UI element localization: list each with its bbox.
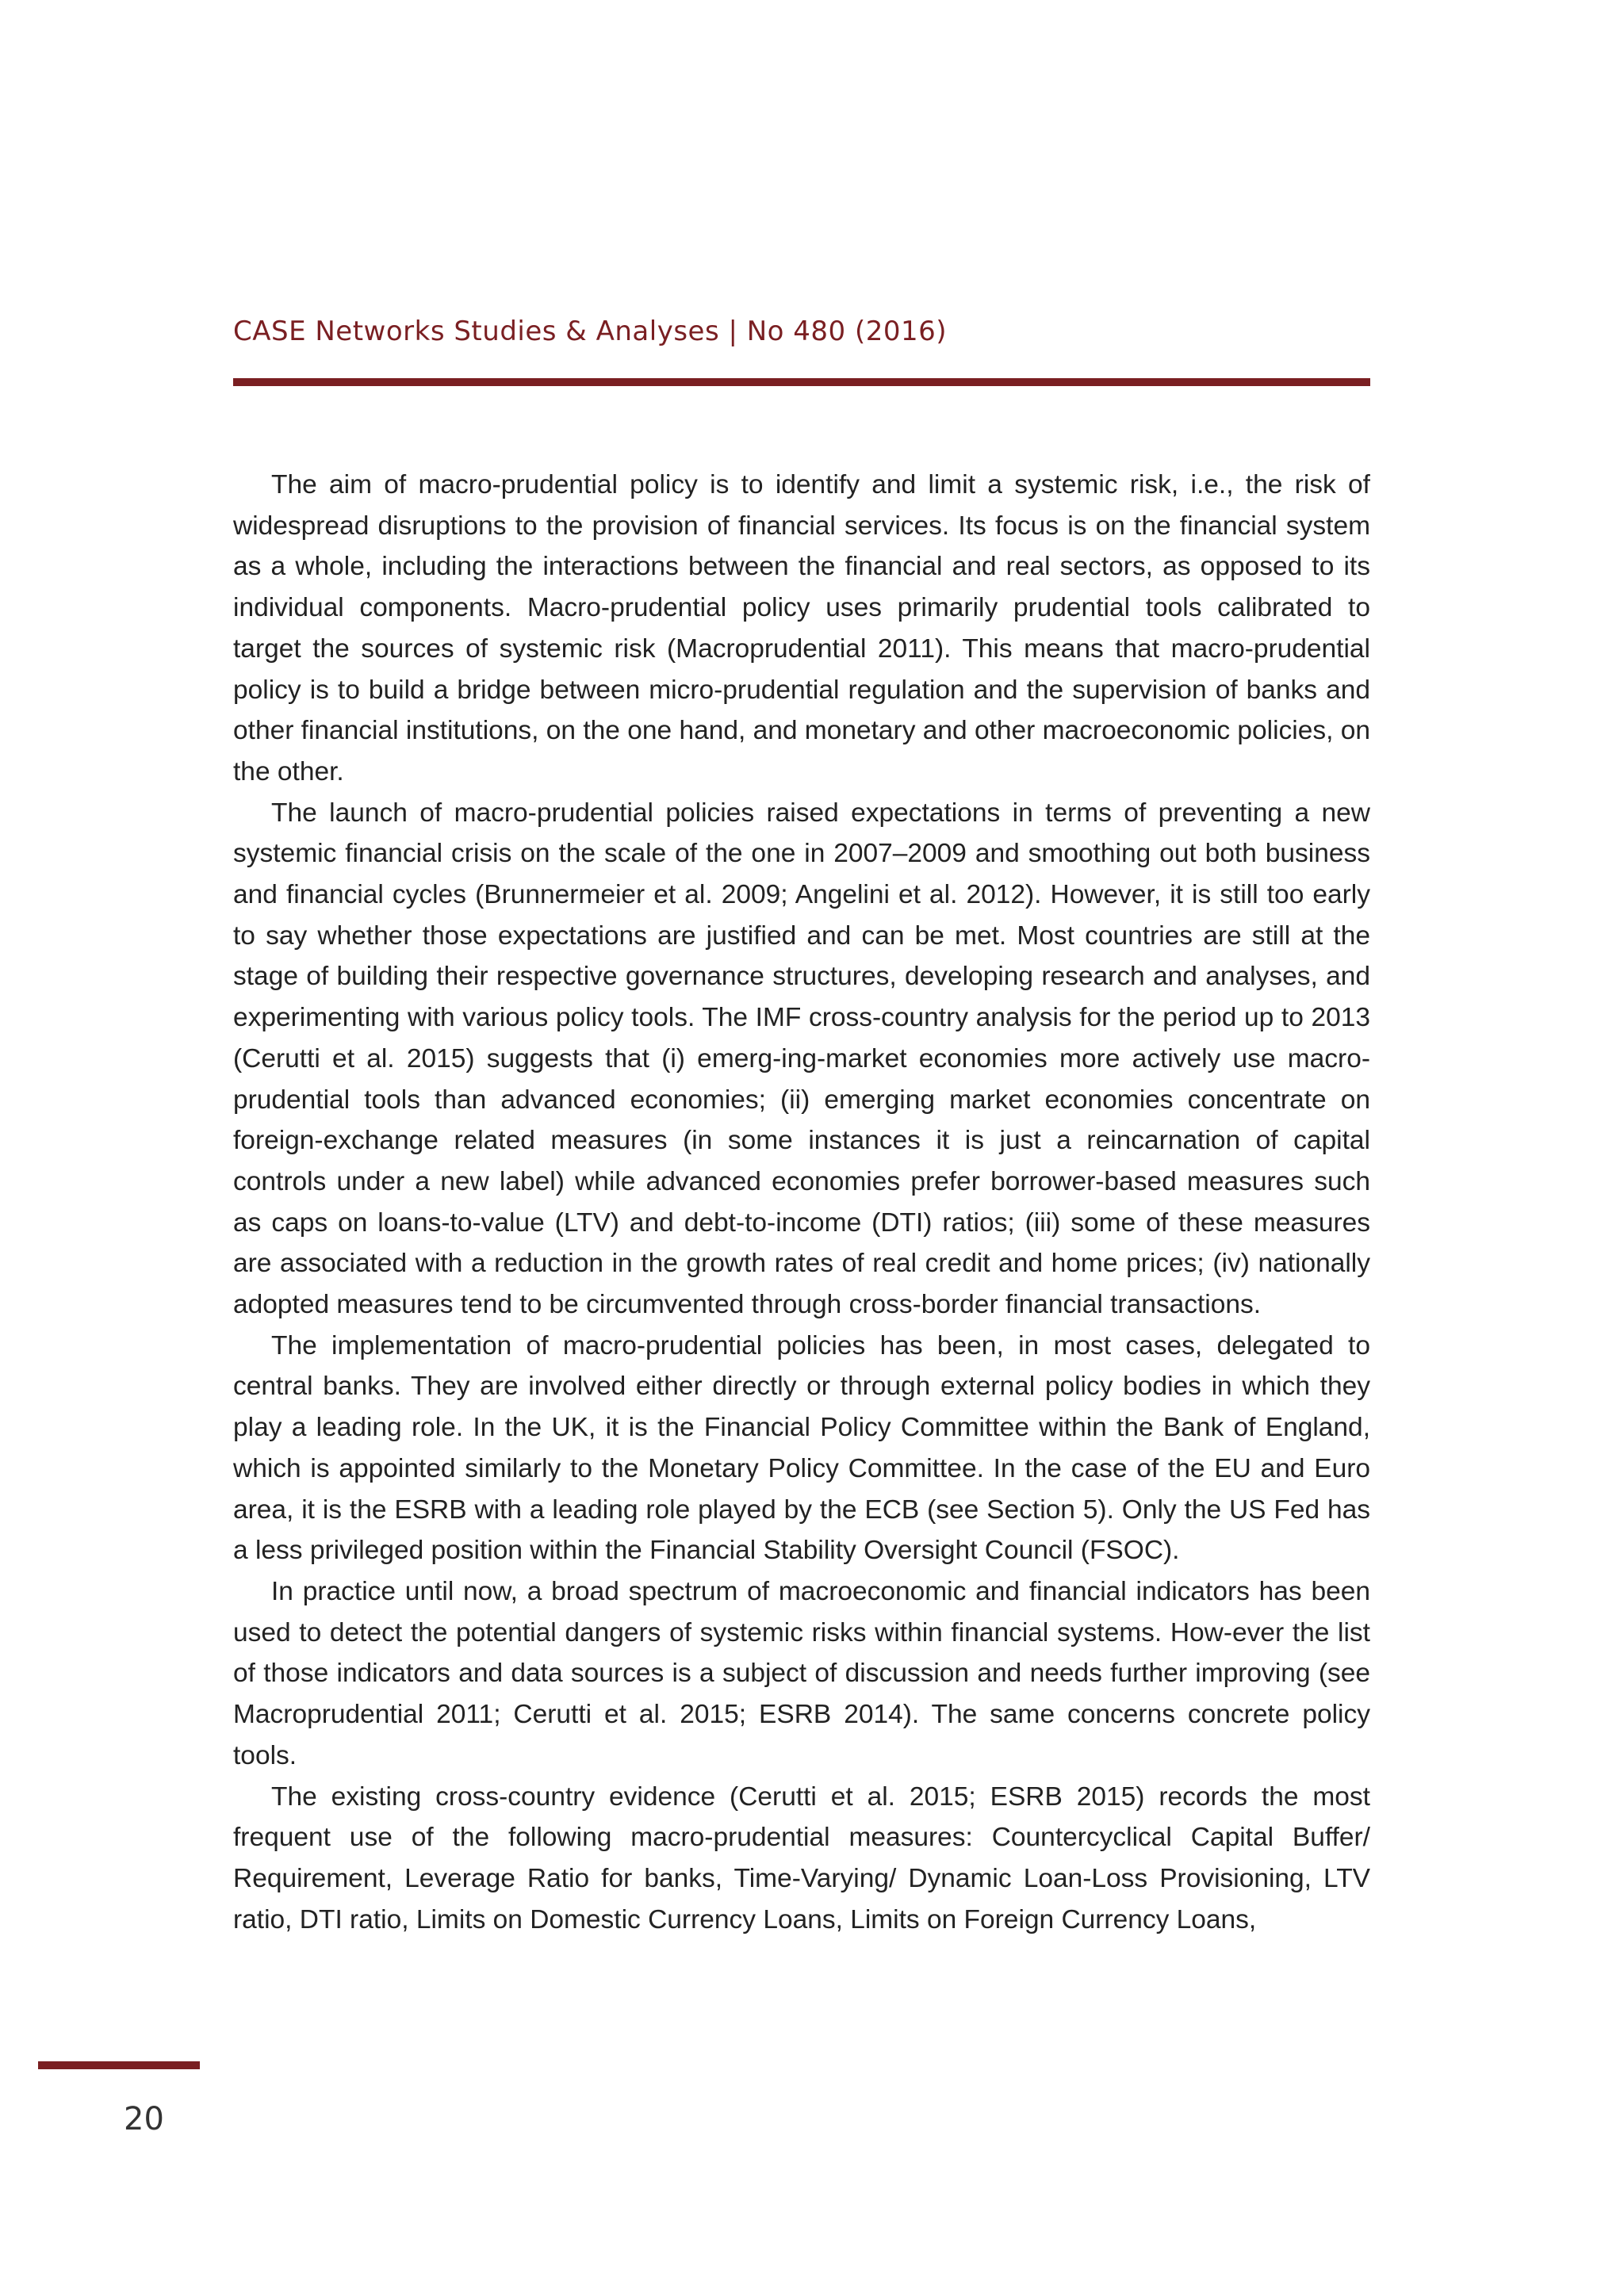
running-header: CASE Networks Studies & Analyses | No 480 (2016) — [233, 316, 948, 347]
paragraph: In practice until now, a broad spectrum of macroeconomic and financial indicators has been used to detect the potential dangers of systemic risks within financial systems. How-ever the list of those indicators and data sources is a subject of discussion and needs further improving (see Macroprudential 2011; Cerutti et al. 2015; ESRB 2014). The same concerns concrete policy tools. — [233, 1576, 1370, 1770]
header-rule — [233, 378, 1370, 386]
paragraph: The launch of macro-prudential policies raised expectations in terms of preventing a new systemic financial crisis on the scale of the one in 2007–2009 and smoothing out both business and financial cycles (Brunnermeier et al. 2009; Angelini et al. 2012). However, it is still too early to say whether those expectations are justified and can be met. Most countries are still at the stage of building their respective governance structures, developing research and analyses, and experimenting with various policy tools. The IMF cross-country analysis for the period up to 2013 (Cerutti et al. 2015) suggests that (i) emerg-ing-market economies more actively use macro-prudential tools than advanced economies; (ii) emerging market economies concentrate on foreign-exchange related measures (in some instances it is just a reincarnation of capital controls under a new label) while advanced economies prefer borrower-based measures such as caps on loans-to-value (LTV) and debt-to-income (DTI) ratios; (iii) some of these measures are associated with a reduction in the growth rates of real credit and home prices; (iv) nationally adopted measures tend to be circumvented through cross-border financial transactions. — [233, 798, 1370, 1320]
paragraph: The implementation of macro-prudential policies has been, in most cases, delegated to central banks. They are involved either directly or through external policy bodies in which they play a leading role. In the UK, it is the Financial Policy Committee within the Bank of England, which is appointed similarly to the Monetary Policy Committee. In the case of the EU and Euro area, it is the ESRB with a leading role played by the ECB (see Section 5). Only the US Fed has a less privileged position within the Financial Stability Oversight Council (FSOC). — [233, 1330, 1370, 1566]
footer-rule — [38, 2061, 200, 2069]
page-number: 20 — [124, 2101, 164, 2137]
paragraph: The existing cross-country evidence (Cerutti et al. 2015; ESRB 2015) records the most frequent use of the following macro-prudential measures: Countercyclical Capital Buffer/ Requirement, Leverage Ratio for banks, Time-Varying/ Dynamic Loan-Loss Provisioning, LTV ratio, DTI ratio, Limits on Domestic Currency Loans, Limits on Foreign Currency Loans, — [233, 1781, 1370, 1934]
body-text — [233, 465, 1370, 1940]
paragraph: The aim of macro-prudential policy is to identify and limit a systemic risk, i.e., the risk of widespread disruptions to the provision of financial services. Its focus is on the financial system as a whole, including the interactions between the financial and real sectors, as opposed to its individual components. Macro-prudential policy uses primarily prudential tools calibrated to target the sources of systemic risk (Macroprudential 2011). This means that macro-prudential policy is to build a bridge between micro-prudential regulation and the supervision of banks and other financial institutions, on the one hand, and monetary and other macroeconomic policies, on the other. — [233, 470, 1370, 786]
